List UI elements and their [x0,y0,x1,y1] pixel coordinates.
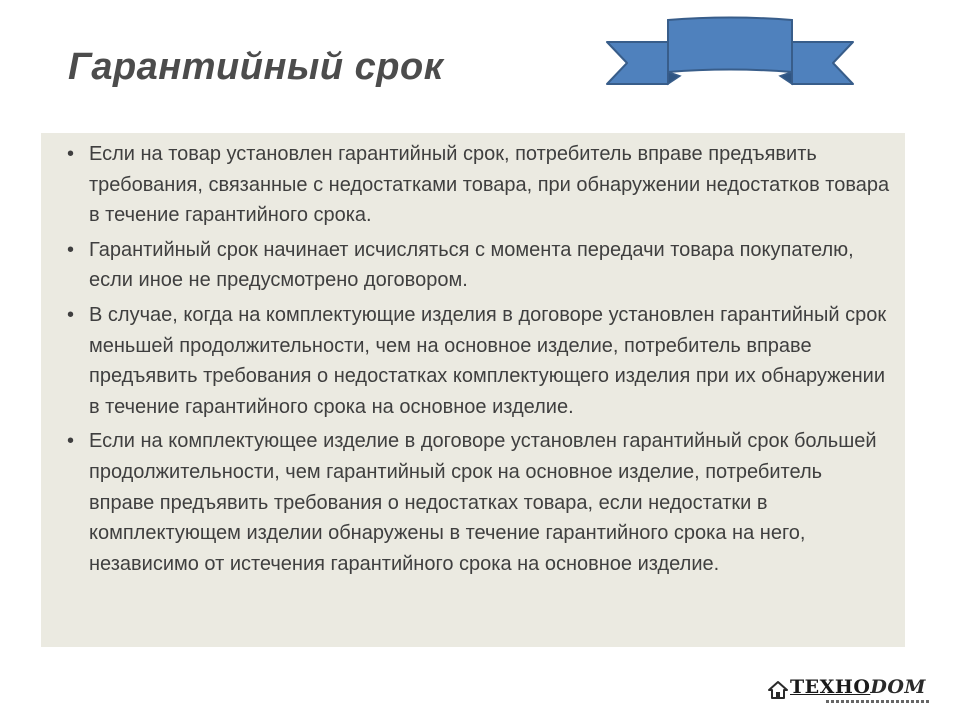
house-icon [768,680,788,700]
bullet-item [67,139,891,231]
slide-title: Гарантийный срок [68,46,444,88]
bullet-text: Гарантийный срок начинает исчисляться с момента передачи товара покупателю, если иное не предусмотрено договором. [89,238,854,292]
bullet-text: В случае, когда на комплектующие изделия в договоре установлен гарантийный срок меньшей продолжительности, чем на основное изделие, потребитель вправе предъявить требования о недостатках комплектующего изделия при их обнаружении в течение гарантийного срока на основное изделие. [89,303,887,418]
bullet-list [41,133,905,579]
bullet-dot: • [67,430,75,453]
content-box [41,133,905,647]
bullet-item [67,235,891,296]
bullet-item [67,426,891,579]
bullet-dot: • [67,303,75,326]
logo-underline [826,700,930,703]
technodom-logo [768,676,948,710]
logo-text-part1: ТЕХНО [790,676,871,698]
logo-text [790,676,926,698]
bullet-text: Если на товар установлен гарантийный срок, потребитель вправе предъявить требования, связанные с недостатками товара, при обнаружении недостатков товара в течение гарантийного срока. [89,143,890,227]
bullet-dot: • [67,143,75,165]
bullet-dot: • [67,238,75,261]
bullet-item [67,300,891,422]
bullet-text: Если на комплектующее изделие в договоре установлен гарантийный срок большей продолжительности, чем гарантийный срок на основное изделие, потребитель вправе предъявить требования о недостатках товара, если недостатки в комплектующем изделии обнаружены в течение гарантийного срока на него, независимо от истечения гарантийного срока на основное изделие. [89,430,877,575]
ribbon-banner-icon [605,14,855,88]
logo-text-part2: DOM [870,676,926,698]
